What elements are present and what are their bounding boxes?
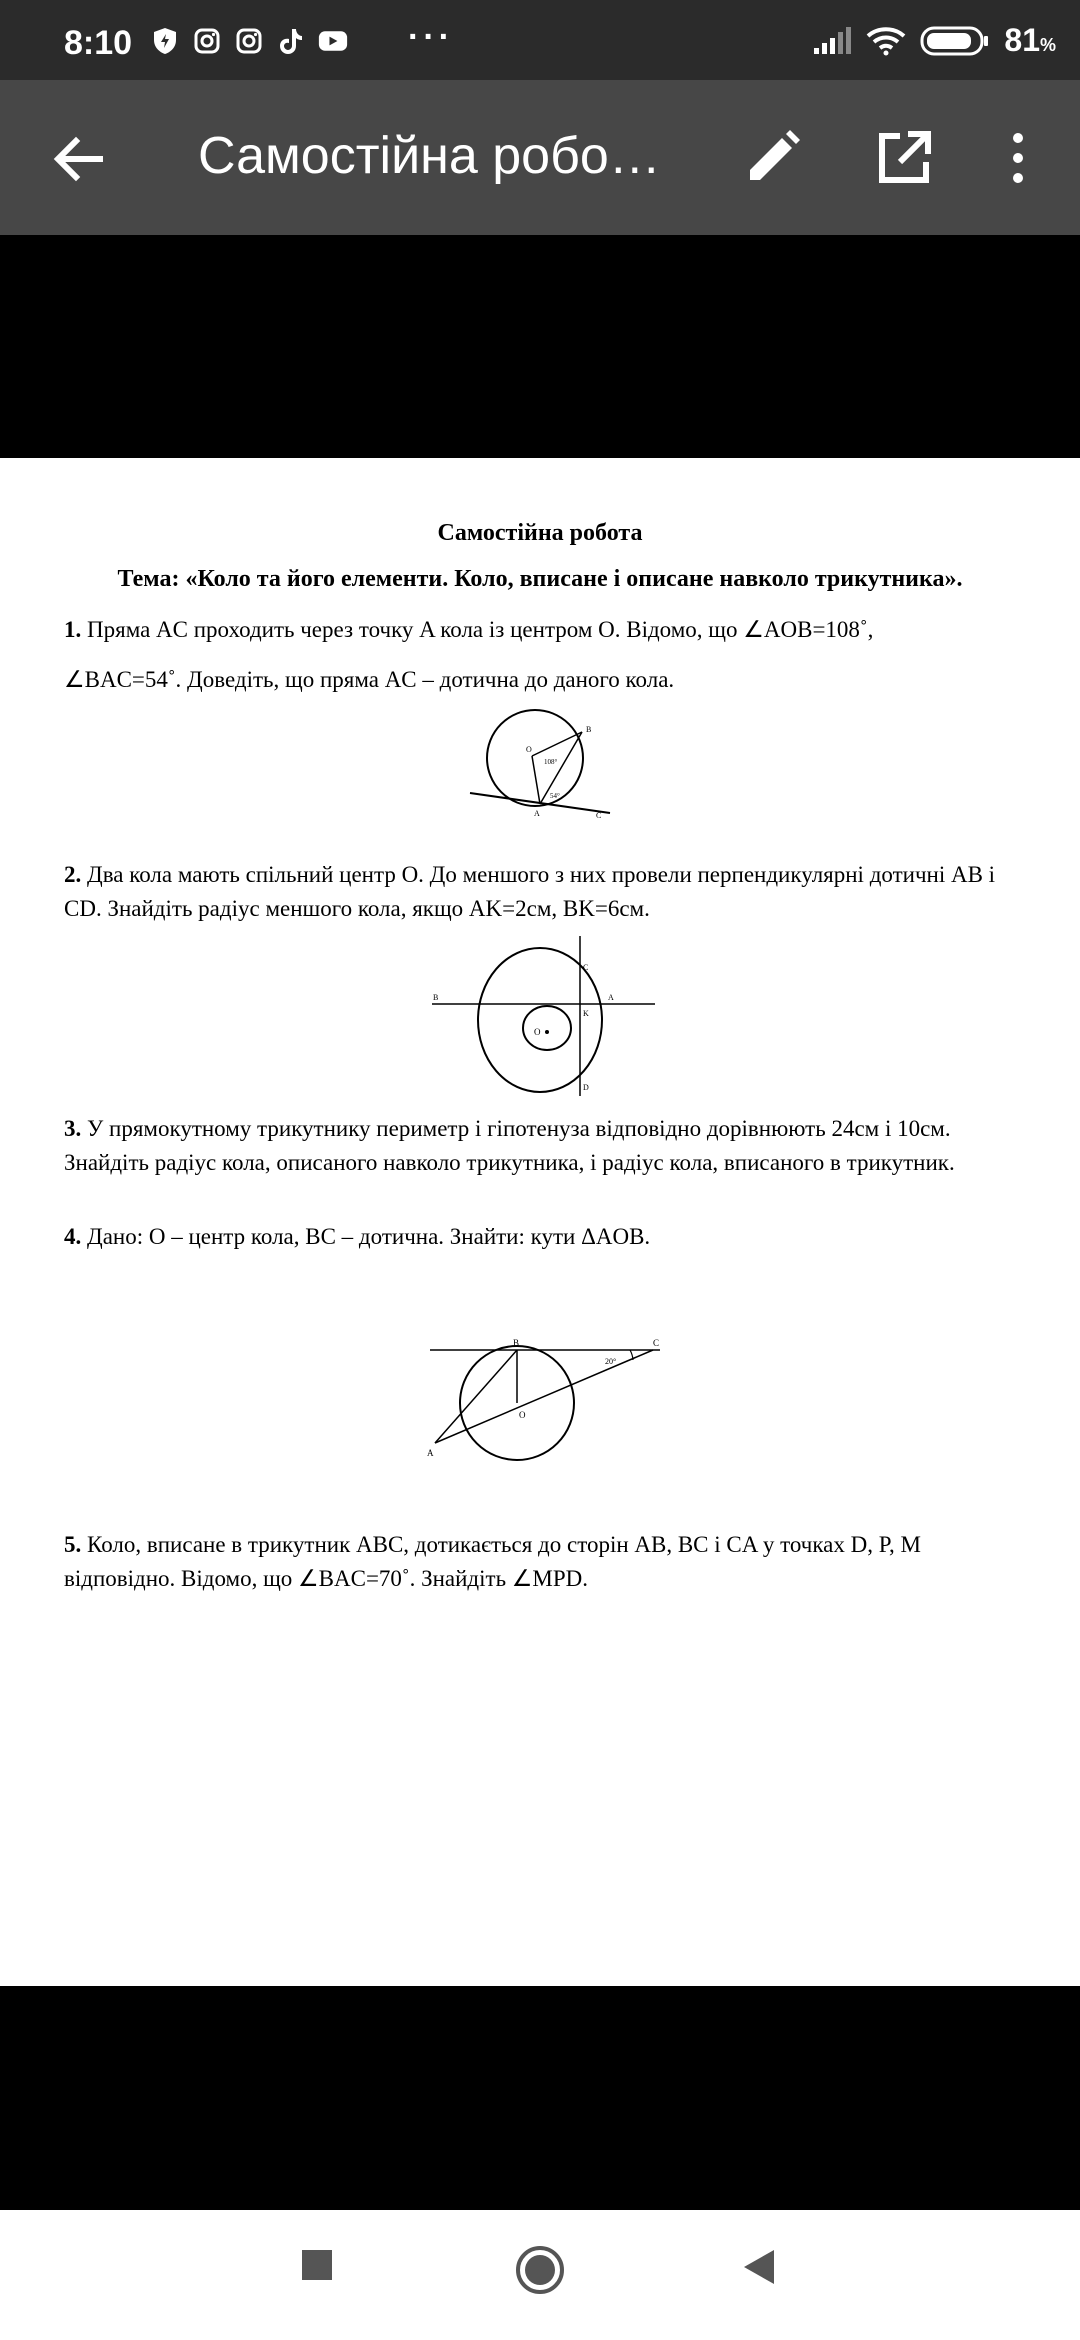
svg-text:B: B bbox=[586, 725, 592, 734]
svg-text:A: A bbox=[608, 993, 614, 1002]
svg-text:A: A bbox=[427, 1448, 434, 1458]
navigation-bar bbox=[0, 2210, 1080, 2340]
problem-1: 1. Пряма AC проходить через точку A кола із центром O. Відомо, що ∠AOB=108˚, bbox=[64, 617, 874, 642]
back-arrow-icon[interactable] bbox=[48, 128, 110, 190]
svg-text:O: O bbox=[526, 745, 532, 754]
svg-text:A: A bbox=[534, 809, 540, 818]
svg-text:B: B bbox=[513, 1338, 520, 1348]
svg-text:108°: 108° bbox=[544, 758, 558, 766]
svg-text:20°: 20° bbox=[605, 1357, 617, 1366]
svg-text:O: O bbox=[534, 1027, 541, 1037]
home-circle-icon[interactable] bbox=[514, 2244, 566, 2296]
status-bar bbox=[0, 0, 1080, 80]
svg-text:O: O bbox=[519, 1410, 526, 1420]
svg-text:54°: 54° bbox=[550, 792, 560, 800]
svg-text:D: D bbox=[583, 1083, 589, 1092]
more-notifications: ··· bbox=[408, 18, 454, 56]
figure-1 bbox=[460, 708, 630, 818]
svg-text:C: C bbox=[653, 1338, 660, 1348]
wifi-icon bbox=[866, 26, 906, 56]
tiktok-icon bbox=[276, 26, 306, 56]
instagram-icon bbox=[234, 26, 264, 56]
open-external-icon[interactable] bbox=[874, 128, 934, 188]
app-toolbar bbox=[0, 80, 1080, 235]
status-time: 8:10 bbox=[64, 24, 133, 62]
svg-text:C: C bbox=[583, 963, 589, 972]
instagram-icon bbox=[192, 26, 222, 56]
notification-icons bbox=[150, 26, 348, 56]
document-title: Самостійна робо… bbox=[198, 127, 661, 185]
youtube-icon bbox=[318, 26, 348, 56]
doc-heading: Самостійна робота bbox=[437, 520, 643, 546]
edit-pencil-icon[interactable] bbox=[742, 128, 802, 188]
system-icons bbox=[812, 22, 1056, 59]
svg-text:C: C bbox=[596, 811, 602, 818]
doc-topic: Тема: «Коло та його елементи. Коло, вписане і описане навколо трикутника». bbox=[117, 566, 963, 592]
problem-3: 3. У прямокутному трикутнику периметр і гіпотенуза відповідно дорівнюють 24см і 10см. Знайдіть радіус кола, описаного навколо трикутника, і радіус кола, вписаного в трикутник. bbox=[64, 1116, 955, 1175]
figure-2 bbox=[430, 936, 660, 1096]
shield-icon bbox=[150, 26, 180, 56]
recents-square-icon[interactable] bbox=[300, 2248, 334, 2282]
figure-4 bbox=[425, 1338, 665, 1463]
problem-2: 2. Два кола мають спільний центр O. До меншого з них провели перпендикулярні дотичні AB і CD. Знайдіть радіус меншого кола, якщо AK=2см, BK=6см. bbox=[64, 862, 996, 921]
more-vert-icon[interactable] bbox=[1000, 128, 1036, 188]
signal-icon bbox=[812, 26, 852, 56]
problem-1-line2: ∠BAC=54˚. Доведіть, що пряма AC – дотична до даного кола. bbox=[64, 667, 675, 692]
problem-5: 5. Коло, вписане в трикутник ABC, дотикається до сторін AB, BC і CA у точках D, P, M відповідно. Відомо, що ∠BAC=70˚. Знайдіть ∠MPD. bbox=[64, 1532, 921, 1591]
battery-level: 81% bbox=[1004, 22, 1056, 58]
svg-text:B: B bbox=[433, 993, 439, 1002]
svg-text:K: K bbox=[583, 1009, 589, 1018]
problem-4: 4. Дано: O – центр кола, BC – дотична. Знайти: кути ΔAOB. bbox=[64, 1224, 651, 1249]
document-page bbox=[0, 458, 1080, 1986]
back-triangle-icon[interactable] bbox=[742, 2248, 776, 2286]
battery-icon bbox=[920, 25, 990, 57]
